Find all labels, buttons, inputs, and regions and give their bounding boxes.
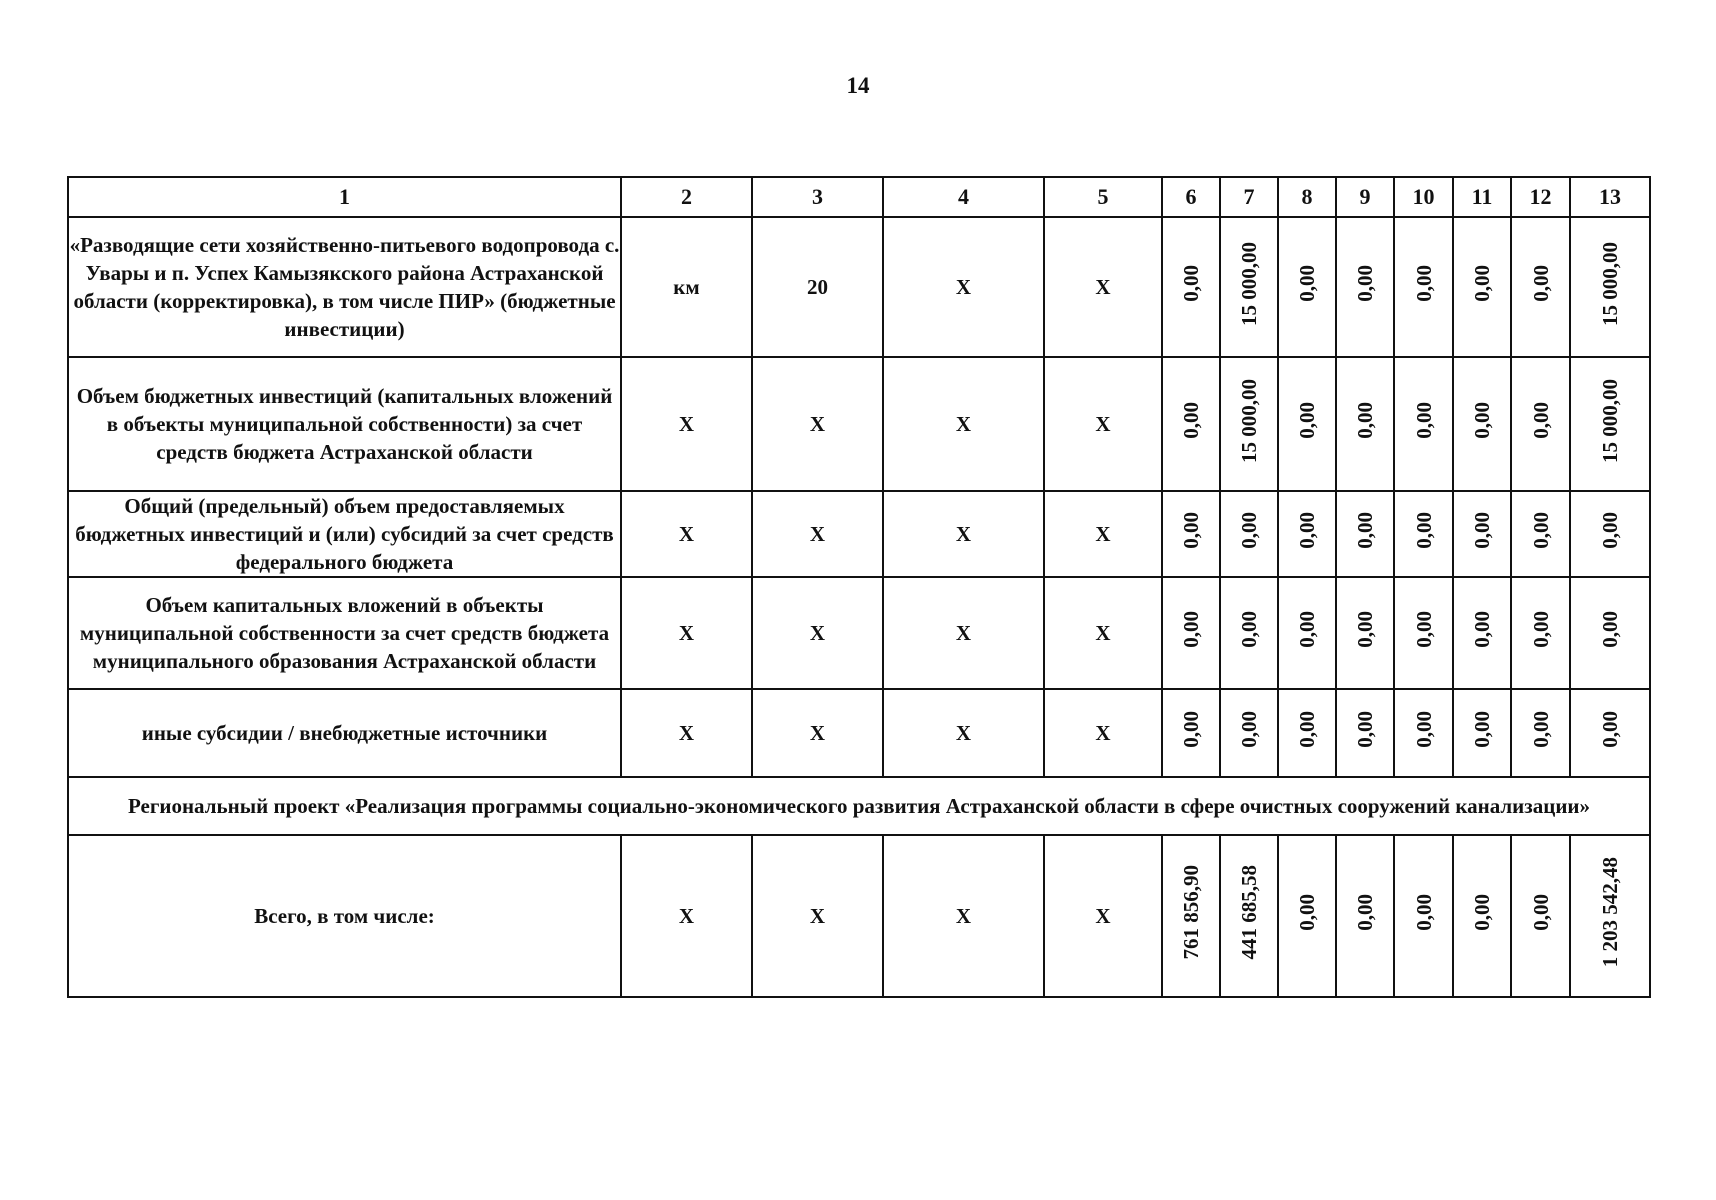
value-cell: 20 — [752, 217, 883, 357]
amount-cell — [1162, 689, 1220, 777]
amount-text: 0,00 — [1411, 611, 1436, 648]
row-label: Объем бюджетных инвестиций (капитальных вложений в объекты муниципальной собственности) за счет средств бюджета Астраханской области — [68, 357, 621, 491]
table-row — [68, 577, 1650, 689]
amount-cell — [1511, 577, 1570, 689]
amount-text: 0,00 — [1237, 611, 1261, 648]
value-cell: X — [621, 689, 752, 777]
amount-text: 0,00 — [1411, 894, 1436, 931]
row-label: «Разводящие сети хозяйственно-питьевого водопровода с. Увары и п. Успех Камызякского района Астраханской области (корректировка), в том числе ПИР» (бюджетные инвестиции) — [68, 217, 621, 357]
amount-text: 0,00 — [1528, 265, 1553, 302]
amount-text: 0,00 — [1295, 265, 1319, 302]
value-cell: X — [752, 689, 883, 777]
value-cell: X — [883, 689, 1044, 777]
amount-cell — [1453, 217, 1511, 357]
amount-text: 0,00 — [1411, 711, 1436, 748]
amount-cell — [1278, 491, 1336, 577]
value-cell: X — [883, 835, 1044, 997]
amount-cell — [1394, 835, 1453, 997]
amount-cell — [1220, 689, 1278, 777]
amount-text: 0,00 — [1353, 512, 1377, 549]
amount-cell — [1570, 577, 1650, 689]
amount-text: 0,00 — [1179, 711, 1203, 748]
amount-cell — [1394, 217, 1453, 357]
amount-cell — [1453, 835, 1511, 997]
column-header: 5 — [1044, 177, 1162, 217]
amount-text: 0,00 — [1470, 402, 1494, 439]
amount-cell — [1162, 491, 1220, 577]
amount-text: 0,00 — [1528, 512, 1553, 549]
amount-cell — [1278, 577, 1336, 689]
amount-text: 1 203 542,48 — [1598, 857, 1622, 968]
amount-cell — [1278, 835, 1336, 997]
amount-text: 0,00 — [1470, 711, 1494, 748]
amount-cell — [1453, 577, 1511, 689]
amount-text: 0,00 — [1411, 265, 1436, 302]
value-cell: X — [883, 491, 1044, 577]
amount-text: 15 000,00 — [1237, 241, 1261, 326]
page-number: 14 — [846, 73, 870, 98]
amount-text: 0,00 — [1528, 894, 1553, 931]
amount-cell — [1336, 577, 1394, 689]
total-label: Всего, в том числе: — [68, 835, 621, 997]
amount-cell — [1162, 577, 1220, 689]
amount-text: 0,00 — [1528, 711, 1553, 748]
amount-text: 0,00 — [1179, 512, 1203, 549]
amount-text: 0,00 — [1237, 512, 1261, 549]
value-cell: X — [1044, 491, 1162, 577]
amount-text: 0,00 — [1528, 402, 1553, 439]
amount-cell — [1336, 357, 1394, 491]
amount-text: 0,00 — [1353, 611, 1377, 648]
table-row — [68, 491, 1650, 577]
amount-cell — [1278, 357, 1336, 491]
amount-cell — [1394, 577, 1453, 689]
row-label: Объем капитальных вложений в объекты муниципальной собственности за счет средств бюджета муниципального образования Астраханской области — [68, 577, 621, 689]
amount-text: 0,00 — [1528, 611, 1553, 648]
amount-text: 0,00 — [1353, 894, 1377, 931]
amount-cell — [1394, 491, 1453, 577]
amount-text: 0,00 — [1295, 711, 1319, 748]
column-header: 7 — [1220, 177, 1278, 217]
column-header: 2 — [621, 177, 752, 217]
amount-text: 0,00 — [1295, 402, 1319, 439]
amount-text: 0,00 — [1598, 611, 1622, 648]
amount-text: 0,00 — [1179, 402, 1203, 439]
value-cell: X — [752, 835, 883, 997]
row-label: иные субсидии / внебюджетные источники — [68, 689, 621, 777]
value-cell: X — [621, 835, 752, 997]
amount-text: 15 000,00 — [1598, 378, 1622, 463]
value-cell: X — [621, 577, 752, 689]
amount-text: 761 856,90 — [1179, 865, 1203, 960]
project-title-row — [68, 777, 1650, 835]
value-cell: X — [1044, 835, 1162, 997]
amount-cell — [1278, 689, 1336, 777]
value-cell: X — [1044, 689, 1162, 777]
amount-cell — [1278, 217, 1336, 357]
value-cell: X — [1044, 577, 1162, 689]
column-header: 12 — [1511, 177, 1570, 217]
unit-cell: км — [621, 217, 752, 357]
amount-text: 0,00 — [1411, 512, 1436, 549]
table-row — [68, 689, 1650, 777]
column-header: 9 — [1336, 177, 1394, 217]
value-cell: X — [1044, 217, 1162, 357]
amount-text: 0,00 — [1470, 512, 1494, 549]
amount-text: 0,00 — [1295, 512, 1319, 549]
row-label: Общий (предельный) объем предоставляемых бюджетных инвестиций и (или) субсидий за счет средств федерального бюджета — [68, 491, 621, 577]
amount-cell — [1394, 689, 1453, 777]
amount-cell — [1511, 491, 1570, 577]
value-cell: X — [883, 357, 1044, 491]
value-cell: X — [883, 217, 1044, 357]
amount-cell — [1220, 357, 1278, 491]
amount-cell — [1220, 835, 1278, 997]
amount-text: 0,00 — [1179, 611, 1203, 648]
amount-text: 0,00 — [1179, 265, 1203, 302]
amount-text: 441 685,58 — [1237, 865, 1261, 960]
amount-text: 0,00 — [1411, 402, 1436, 439]
column-header: 1 — [68, 177, 621, 217]
value-cell: X — [1044, 357, 1162, 491]
amount-text: 0,00 — [1470, 265, 1494, 302]
column-header: 4 — [883, 177, 1044, 217]
total-row — [68, 835, 1650, 997]
amount-cell — [1162, 217, 1220, 357]
column-header: 13 — [1570, 177, 1650, 217]
amount-cell — [1570, 835, 1650, 997]
column-header: 3 — [752, 177, 883, 217]
amount-text: 15 000,00 — [1598, 241, 1622, 326]
amount-cell — [1570, 357, 1650, 491]
budget-table — [67, 176, 1651, 998]
amount-text: 0,00 — [1353, 711, 1377, 748]
amount-text: 0,00 — [1598, 512, 1622, 549]
amount-cell — [1336, 835, 1394, 997]
value-cell: X — [752, 491, 883, 577]
amount-cell — [1453, 357, 1511, 491]
project-title: Региональный проект «Реализация программы социально-экономического развития Астраханской области в сфере очистных сооружений канализации» — [68, 777, 1650, 835]
amount-text: 0,00 — [1353, 402, 1377, 439]
amount-cell — [1570, 491, 1650, 577]
amount-cell — [1511, 217, 1570, 357]
amount-cell — [1162, 357, 1220, 491]
amount-text: 0,00 — [1295, 611, 1319, 648]
amount-text: 0,00 — [1237, 711, 1261, 748]
amount-text: 0,00 — [1353, 265, 1377, 302]
amount-cell — [1511, 835, 1570, 997]
amount-cell — [1511, 357, 1570, 491]
amount-text: 0,00 — [1295, 894, 1319, 931]
amount-cell — [1220, 577, 1278, 689]
amount-text: 0,00 — [1470, 894, 1494, 931]
column-header: 8 — [1278, 177, 1336, 217]
amount-cell — [1570, 217, 1650, 357]
amount-text: 0,00 — [1470, 611, 1494, 648]
value-cell: X — [621, 357, 752, 491]
value-cell: X — [752, 357, 883, 491]
amount-cell — [1220, 217, 1278, 357]
column-header: 11 — [1453, 177, 1511, 217]
column-header: 10 — [1394, 177, 1453, 217]
amount-text: 15 000,00 — [1237, 378, 1261, 463]
value-cell: X — [621, 491, 752, 577]
amount-cell — [1336, 217, 1394, 357]
value-cell: X — [752, 577, 883, 689]
amount-cell — [1511, 689, 1570, 777]
amount-cell — [1570, 689, 1650, 777]
column-header: 6 — [1162, 177, 1220, 217]
table-row — [68, 357, 1650, 491]
amount-cell — [1162, 835, 1220, 997]
amount-cell — [1220, 491, 1278, 577]
table-row — [68, 217, 1650, 357]
value-cell: X — [883, 577, 1044, 689]
amount-cell — [1336, 689, 1394, 777]
amount-cell — [1453, 689, 1511, 777]
amount-text: 0,00 — [1598, 711, 1622, 748]
amount-cell — [1453, 491, 1511, 577]
amount-cell — [1336, 491, 1394, 577]
amount-cell — [1394, 357, 1453, 491]
column-number-row — [68, 177, 1650, 217]
